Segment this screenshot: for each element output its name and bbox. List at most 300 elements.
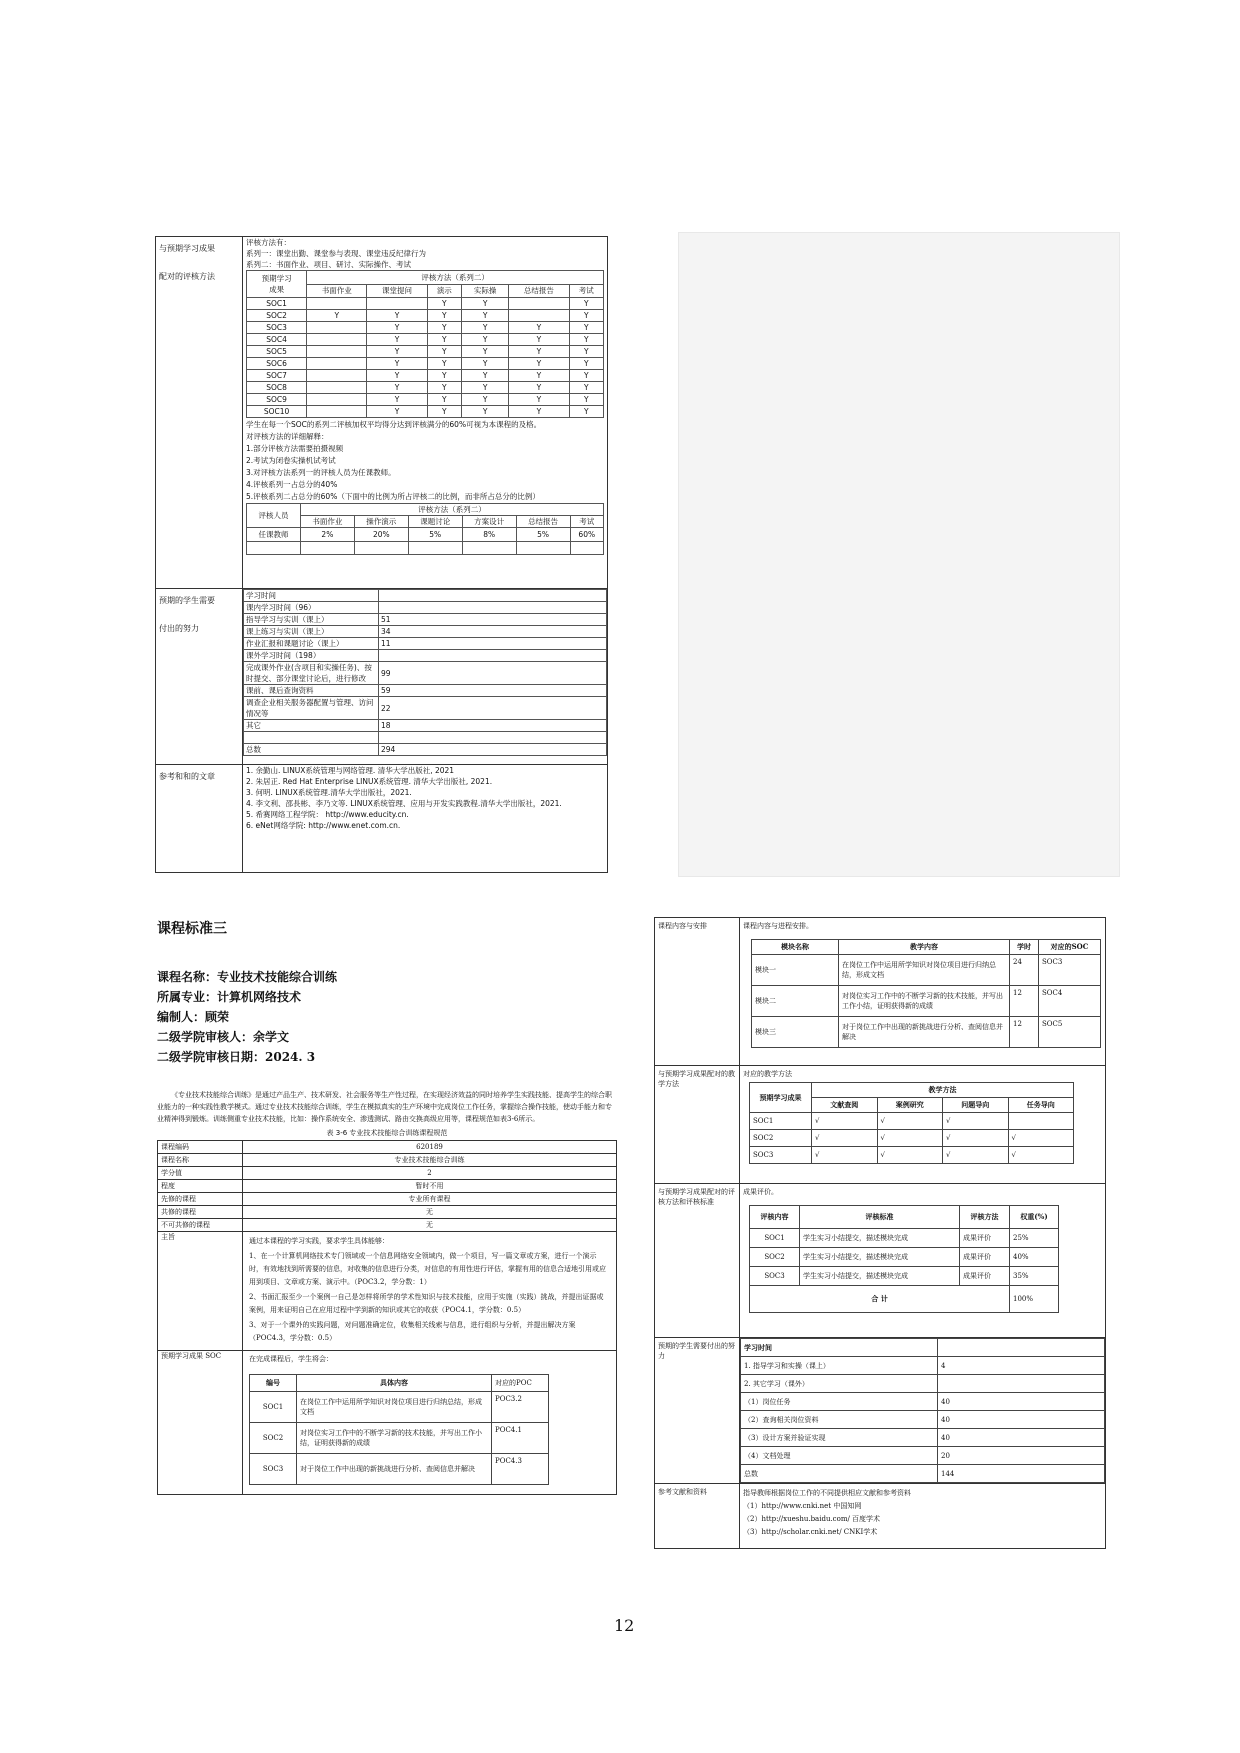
table-caption: 表 3-6 专业技术技能综合训练课程规范 (326, 1129, 448, 1137)
matrix-cell: Y (569, 322, 603, 334)
matrix-cell (307, 406, 367, 418)
matrix-row (247, 310, 604, 322)
weight-row-label: 任课教师 (247, 528, 301, 542)
eval-item: SOC3 (750, 1267, 800, 1286)
module-name: 模块二 (752, 986, 839, 1017)
methods-soc: SOC1 (750, 1113, 812, 1130)
matrix-soc: SOC7 (247, 370, 307, 382)
assessment-page (155, 236, 608, 873)
effort-item: 其它 (244, 720, 379, 732)
methods-header: 文献查阅 (812, 1098, 878, 1113)
effort2-row (741, 1393, 1105, 1411)
effort-value: 99 (379, 662, 607, 685)
methods-header: 问题导向 (943, 1098, 1009, 1113)
spec-row (158, 1167, 617, 1180)
course-intro: 《专业技术技能综合训练》是通过产品生产、技术研发、社会服务等生产性过程，在实现经济效益的同时培养学生实践技能、提高学生的综合职业能力的一种实践性教学模式。通过专业技术技能综合训练，学生在模拟真实的生产环境中完成岗位工作任务，掌握综合操作技能，使动手能力和专业精神得到锻炼。训练侧重专业技术技能，比如：操作系统安全、渗透测试、路由交换高级应用等，课程规范如表3-6所示。 (157, 1091, 612, 1123)
eval-header: 评核方法 (960, 1206, 1010, 1229)
matrix-cell (509, 310, 569, 322)
soc-id: SOC1 (250, 1392, 297, 1423)
weight-header: 考试 (570, 516, 603, 528)
matrix-cell: Y (367, 394, 427, 406)
matrix-cell: Y (462, 334, 509, 346)
matrix-cell: Y (307, 310, 367, 322)
methods-cell: √ (943, 1113, 1009, 1130)
assess-label (156, 237, 243, 589)
effort2-value (938, 1339, 1105, 1357)
matrix-header: 总结报告 (509, 284, 569, 298)
effort2-item: 2. 其它学习（课外） (741, 1375, 938, 1393)
module-content: 在岗位工作中运用所学知识对岗位项目进行归纳总结，形成文档 (839, 955, 1010, 986)
matrix-soc: SOC6 (247, 358, 307, 370)
content-lead: 课程内容与进程安排。 (743, 922, 813, 930)
effort-value (379, 732, 607, 744)
methods-table (749, 1082, 1074, 1164)
eval-total: 100% (1010, 1286, 1059, 1313)
matrix-cell: Y (509, 334, 569, 346)
effort-row (244, 732, 607, 744)
spec-value: 专业所有课程 (243, 1193, 617, 1206)
matrix-col0: 预期学习 成果 (247, 271, 307, 298)
reference2-item: （1）http://www.cnki.net 中国知网 (743, 1502, 862, 1510)
course-detail-table (654, 917, 1106, 1549)
effort2-row (741, 1357, 1105, 1375)
weight-table (246, 503, 604, 555)
soc-label: 预期学习成果 SOC (158, 1351, 243, 1495)
effort2-cell (740, 1338, 1106, 1484)
weight-header: 书面作业 (300, 516, 354, 528)
matrix-cell: Y (569, 370, 603, 382)
soc-poc: POC4.3 (492, 1454, 549, 1485)
spec-value: 专业技术技能综合训练 (243, 1154, 617, 1167)
methods-cell: √ (1008, 1147, 1074, 1164)
effort-row (244, 697, 607, 720)
module-hours: 24 (1010, 955, 1039, 986)
eval-table (749, 1205, 1059, 1313)
effort-item: 学习时间 (244, 590, 379, 602)
effort-label-line1: 预期的学生需要 (159, 596, 215, 605)
weight-value: 5% (408, 528, 462, 542)
matrix-cell (307, 322, 367, 334)
effort2-row (741, 1465, 1105, 1483)
spec-key: 程度 (158, 1180, 243, 1193)
effort-value: 22 (379, 697, 607, 720)
eval-row (750, 1229, 1059, 1248)
module-hours: 12 (1010, 1017, 1039, 1048)
page-number: 12 (614, 1616, 635, 1635)
spec-value: 无 (243, 1219, 617, 1232)
effort-label-line2: 付出的努力 (159, 624, 199, 633)
eval-method: 成果评价 (960, 1248, 1010, 1267)
spec-key: 不可共修的课程 (158, 1219, 243, 1232)
effort-item (244, 732, 379, 744)
assess-note: 2.考试为闭卷实操机试考试 (246, 456, 336, 465)
methods-cell: √ (877, 1130, 943, 1147)
matrix-cell (307, 298, 367, 310)
effort2-value (938, 1375, 1105, 1393)
spec-row (158, 1180, 617, 1193)
effort2-row (741, 1429, 1105, 1447)
effort-row (244, 744, 607, 756)
aim-paragraph: 通过本课程的学习实践，要求学生具体能够： (249, 1237, 389, 1245)
spec-row (158, 1193, 617, 1206)
module-name: 模块三 (752, 1017, 839, 1048)
matrix-cell: Y (509, 382, 569, 394)
methods-cell: √ (812, 1113, 878, 1130)
effort-value: 34 (379, 626, 607, 638)
spec-row (158, 1219, 617, 1232)
meta-line: 二级学院审核日期：2024. 3 (157, 1050, 316, 1064)
module-header: 教学内容 (839, 940, 1010, 955)
effort2-value: 20 (938, 1447, 1105, 1465)
matrix-cell (307, 370, 367, 382)
matrix-row (247, 358, 604, 370)
methods-cell: √ (1008, 1130, 1074, 1147)
matrix-soc: SOC8 (247, 382, 307, 394)
effort2-item: （1）岗位任务 (741, 1393, 938, 1411)
methods-soc: SOC3 (750, 1147, 812, 1164)
module-row (752, 955, 1101, 986)
matrix-cell: Y (462, 394, 509, 406)
soc-row (250, 1454, 549, 1485)
matrix-row (247, 370, 604, 382)
matrix-cell: Y (367, 346, 427, 358)
spec-value: 2 (243, 1167, 617, 1180)
soc-header-poc: 对应的POC (492, 1375, 549, 1392)
effort-content (243, 589, 608, 765)
course-meta (157, 967, 617, 1067)
assess-note: 学生在每一个SOC的系列二评核加权平均得分达到评核满分的60%可视为本课程的及格。 (246, 420, 542, 429)
module-content: 对岗位实习工作中的不断学习新的技术技能，并写出工作小结，证明获得新的成绩 (839, 986, 1010, 1017)
eval-header: 评核标准 (800, 1206, 960, 1229)
effort2-row (741, 1411, 1105, 1429)
matrix-soc: SOC10 (247, 406, 307, 418)
assessment-outer-table (155, 236, 608, 873)
methods-col0: 预期学习成果 (750, 1083, 812, 1113)
eval-standard: 学生实习小结提交，描述模块完成 (800, 1248, 960, 1267)
effort2-value: 144 (938, 1465, 1105, 1483)
refs-content (243, 765, 608, 873)
methods-cell: √ (943, 1147, 1009, 1164)
aim-label: 主旨 (158, 1232, 243, 1351)
matrix-row (247, 382, 604, 394)
reference-item: 6. eNet网络学院: http://www.enet.com.cn. (246, 821, 401, 830)
matrix-cell: Y (569, 346, 603, 358)
soc-row (250, 1392, 549, 1423)
spec-value: 暂时不用 (243, 1180, 617, 1193)
matrix-row (247, 394, 604, 406)
assess-intro-2: 系列一：课堂出勤、课堂参与表现、课堂违反纪律行为 (246, 249, 426, 258)
matrix-cell: Y (427, 382, 461, 394)
matrix-cell: Y (509, 406, 569, 418)
effort-item: 调查企业相关服务器配置与管理、访问情况等 (244, 697, 379, 720)
eval-item: SOC2 (750, 1248, 800, 1267)
effort2-item: 学习时间 (741, 1339, 938, 1357)
module-hours: 12 (1010, 986, 1039, 1017)
matrix-cell: Y (569, 358, 603, 370)
assess-note: 5.评核系列二占总分的60%（下面中的比例为所占评核二的比例，而非所占总分的比例） (246, 492, 540, 501)
spec-row (158, 1154, 617, 1167)
matrix-cell: Y (462, 298, 509, 310)
soc-header-content: 具体内容 (297, 1375, 492, 1392)
eval-total-label: 合 计 (750, 1286, 1010, 1313)
matrix-header: 考试 (569, 284, 603, 298)
meta-line: 编制人：顾荣 (157, 1010, 230, 1024)
matrix-cell: Y (569, 310, 603, 322)
matrix-cell: Y (509, 394, 569, 406)
methods-cell: √ (812, 1130, 878, 1147)
soc-table (249, 1374, 549, 1485)
matrix-cell (307, 394, 367, 406)
eval-row (750, 1248, 1059, 1267)
effort2-value: 40 (938, 1429, 1105, 1447)
assess-note: 3.对评核方法系列一的评核人员为任课教师。 (246, 468, 396, 477)
reference-item: 3. 何明. LINUX系统管理.清华大学出版社，2021. (246, 788, 412, 797)
eval-lead: 成果评价。 (743, 1188, 778, 1196)
matrix-cell: Y (427, 298, 461, 310)
reference2-item: （3）http://scholar.cnki.net/ CNKI学术 (743, 1528, 878, 1536)
eval-method: 成果评价 (960, 1267, 1010, 1286)
effort-item: 总数 (244, 744, 379, 756)
module-soc: SOC3 (1039, 955, 1101, 986)
matrix-cell: Y (569, 298, 603, 310)
spec-key: 共修的课程 (158, 1206, 243, 1219)
matrix-header: 课堂提问 (367, 284, 427, 298)
effort-value: 18 (379, 720, 607, 732)
effort-item: 课外学习时间（198） (244, 650, 379, 662)
reference-item: 1. 余勤山. LINUX系统管理与网络管理. 清华大学出版社, 2021 (246, 766, 455, 775)
module-soc: SOC5 (1039, 1017, 1101, 1048)
matrix-header: 演示 (427, 284, 461, 298)
eval-weight: 40% (1010, 1248, 1059, 1267)
weight-header: 操作演示 (354, 516, 408, 528)
soc-poc: POC4.1 (492, 1423, 549, 1454)
eval-header: 权重(%) (1010, 1206, 1059, 1229)
effort-row (244, 685, 607, 697)
weight-value: 2% (300, 528, 354, 542)
module-content: 对于岗位工作中出现的新挑战进行分析、查阅信息并解决 (839, 1017, 1010, 1048)
effort-item: 指导学习与实训（课上） (244, 614, 379, 626)
matrix-cell: Y (509, 322, 569, 334)
assess-label-line2: 配对的评核方法 (159, 272, 215, 281)
blank-page (678, 232, 1120, 877)
weight-header: 总结报告 (516, 516, 570, 528)
matrix-cell: Y (427, 334, 461, 346)
soc-poc: POC3.2 (492, 1392, 549, 1423)
effort-table (243, 589, 607, 756)
weight-value: 8% (462, 528, 516, 542)
matrix-cell: Y (367, 334, 427, 346)
effort2-value: 40 (938, 1393, 1105, 1411)
soc-id: SOC3 (250, 1454, 297, 1485)
matrix-soc: SOC3 (247, 322, 307, 334)
effort2-item: （2）查询相关岗位资料 (741, 1411, 938, 1429)
refs-label: 参考和和的文章 (156, 765, 243, 873)
course-standard-page (157, 918, 617, 1495)
methods-soc: SOC2 (750, 1130, 812, 1147)
soc-content: 对于岗位工作中出现的新挑战进行分析、查阅信息并解决 (297, 1454, 492, 1485)
methods-row (750, 1130, 1074, 1147)
matrix-cell: Y (367, 382, 427, 394)
assess-notes (246, 419, 604, 502)
spec-key: 先修的课程 (158, 1193, 243, 1206)
matrix-cell: Y (427, 406, 461, 418)
spec-key: 学分值 (158, 1167, 243, 1180)
content-cell (740, 918, 1106, 1066)
matrix-header: 实际操 (462, 284, 509, 298)
effort-row (244, 614, 607, 626)
effort2-row (741, 1375, 1105, 1393)
matrix-cell: Y (462, 322, 509, 334)
matrix-cell: Y (509, 358, 569, 370)
reference2-item: 指导教师根据岗位工作的不同提供相应文献和参考资料 (743, 1489, 911, 1497)
effort-label (156, 589, 243, 765)
eval-cell (740, 1184, 1106, 1338)
matrix-cell: Y (367, 370, 427, 382)
matrix-cell: Y (509, 370, 569, 382)
methods-header: 任务导向 (1008, 1098, 1074, 1113)
spec-row (158, 1141, 617, 1154)
weight-group-header: 评核方法（系列二） (300, 504, 603, 516)
eval-label: 与预期学习成果配对的评核方法和评核标准 (655, 1184, 740, 1338)
effort2-item: 总数 (741, 1465, 938, 1483)
effort2-row (741, 1447, 1105, 1465)
eval-header: 评核内容 (750, 1206, 800, 1229)
matrix-cell: Y (367, 358, 427, 370)
effort-value: 294 (379, 744, 607, 756)
matrix-row (247, 298, 604, 310)
matrix-row (247, 322, 604, 334)
effort2-value: 4 (938, 1357, 1105, 1375)
meta-line: 二级学院审核人：余学文 (157, 1030, 290, 1044)
eval-row (750, 1267, 1059, 1286)
matrix-cell: Y (569, 406, 603, 418)
methods-lead: 对应的教学方法 (743, 1070, 792, 1078)
spec-row (158, 1206, 617, 1219)
assess-intro-1: 评核方法有： (246, 238, 291, 247)
spec-key: 课程编码 (158, 1141, 243, 1154)
module-table (751, 939, 1101, 1048)
matrix-cell: Y (427, 346, 461, 358)
methods-cell: √ (877, 1113, 943, 1130)
effort-value (379, 650, 607, 662)
refs2-label: 参考文献和资料 (655, 1484, 740, 1549)
methods-cell: √ (943, 1130, 1009, 1147)
aim-paragraph: 3、对于一个课外的实践问题，对问题准确定位，收集相关线索与信息，进行组织与分析，并提出解决方案（POC4.3，学分数：0.5） (249, 1321, 576, 1342)
soc-content: 在岗位工作中运用所学知识对岗位项目进行归纳总结，形成文档 (297, 1392, 492, 1423)
matrix-soc: SOC1 (247, 298, 307, 310)
reference-item: 5. 希赛网络工程学院： http://www.educity.cn. (246, 810, 409, 819)
matrix-soc: SOC5 (247, 346, 307, 358)
course-spec-table (157, 1140, 617, 1495)
matrix-soc: SOC2 (247, 310, 307, 322)
matrix-cell (367, 298, 427, 310)
soc-id: SOC2 (250, 1423, 297, 1454)
matrix-group-header: 评核方法（系列二） (307, 271, 604, 285)
matrix-cell: Y (367, 310, 427, 322)
soc-content (243, 1351, 617, 1495)
effort-row (244, 662, 607, 685)
matrix-header: 书面作业 (307, 284, 367, 298)
matrix-cell: Y (427, 394, 461, 406)
reference-item: 4. 李文利、邵長彬、李乃文等. LINUX系统管理、应用与开发实践教程.清华大学出版社，2021. (246, 799, 562, 808)
methods-cell (1008, 1113, 1074, 1130)
module-soc: SOC4 (1039, 986, 1101, 1017)
assess-matrix (246, 270, 604, 418)
effort-row (244, 602, 607, 614)
methods-header: 案例研究 (877, 1098, 943, 1113)
refs2-cell (740, 1484, 1106, 1549)
eval-weight: 35% (1010, 1267, 1059, 1286)
effort-row (244, 626, 607, 638)
module-header: 对应的SOC (1039, 940, 1101, 955)
weight-col0: 评核人员 (247, 504, 301, 528)
matrix-cell: Y (462, 370, 509, 382)
effort-row (244, 650, 607, 662)
effort-row (244, 590, 607, 602)
module-row (752, 986, 1101, 1017)
effort-value: 51 (379, 614, 607, 626)
effort-item: 作业汇报和课题讨论（课上） (244, 638, 379, 650)
matrix-cell (307, 382, 367, 394)
effort2-label: 预期的学生需要付出的努力 (655, 1338, 740, 1484)
course-detail-page (654, 917, 1106, 1549)
assess-note: 4.评核系列一占总分的40% (246, 480, 338, 489)
matrix-cell: Y (509, 346, 569, 358)
matrix-soc: SOC9 (247, 394, 307, 406)
matrix-cell: Y (427, 322, 461, 334)
matrix-row (247, 406, 604, 418)
matrix-cell: Y (427, 310, 461, 322)
matrix-cell: Y (427, 358, 461, 370)
eval-standard: 学生实习小结提交，描述模块完成 (800, 1267, 960, 1286)
matrix-cell: Y (367, 406, 427, 418)
matrix-cell (307, 358, 367, 370)
effort-item: 课前、课后查询资料 (244, 685, 379, 697)
eval-weight: 25% (1010, 1229, 1059, 1248)
soc-header-id: 编号 (250, 1375, 297, 1392)
matrix-cell: Y (462, 346, 509, 358)
matrix-cell: Y (462, 382, 509, 394)
eval-item: SOC1 (750, 1229, 800, 1248)
effort2-item: 1. 指导学习和实操（课上） (741, 1357, 938, 1375)
page-title: 课程标准三 (157, 921, 227, 937)
methods-row (750, 1113, 1074, 1130)
weight-value: 60% (570, 528, 603, 542)
aim-paragraph: 1、在一个计算机网络技术专门领域或一个信息网络安全领域内，做一个项目，写一篇文章或方案，进行一个演示时，有效地找到所需要的信息，对收集的信息进行分类，对信息的有用性进行评估，掌握有用的信息合适地引用或应用到项目、文章或方案、演示中。（POC3.2，学分数：1） (249, 1252, 606, 1286)
matrix-cell (509, 298, 569, 310)
methods-cell: √ (877, 1147, 943, 1164)
eval-method: 成果评价 (960, 1229, 1010, 1248)
assess-intro-3: 系列二：书面作业、项目、研讨、实际操作、考试 (246, 260, 411, 269)
spec-value: 无 (243, 1206, 617, 1219)
methods-row (750, 1147, 1074, 1164)
effort2-value: 40 (938, 1411, 1105, 1429)
methods-cell (740, 1066, 1106, 1184)
methods-group: 教学方法 (812, 1083, 1074, 1098)
weight-header: 方案设计 (462, 516, 516, 528)
effort2-item: （4）文档处理 (741, 1447, 938, 1465)
assess-label-line1: 与预期学习成果 (159, 244, 215, 253)
methods-cell: √ (812, 1147, 878, 1164)
weight-header: 课题讨论 (408, 516, 462, 528)
module-header: 学时 (1010, 940, 1039, 955)
effort2-row (741, 1339, 1105, 1357)
weight-value: 5% (516, 528, 570, 542)
soc-lead: 在完成课程后，学生将会： (249, 1355, 333, 1363)
meta-line: 课程名称：专业技术技能综合训练 (157, 970, 338, 984)
effort-item: 课内学习时间（96） (244, 602, 379, 614)
spec-value: 620189 (243, 1141, 617, 1154)
